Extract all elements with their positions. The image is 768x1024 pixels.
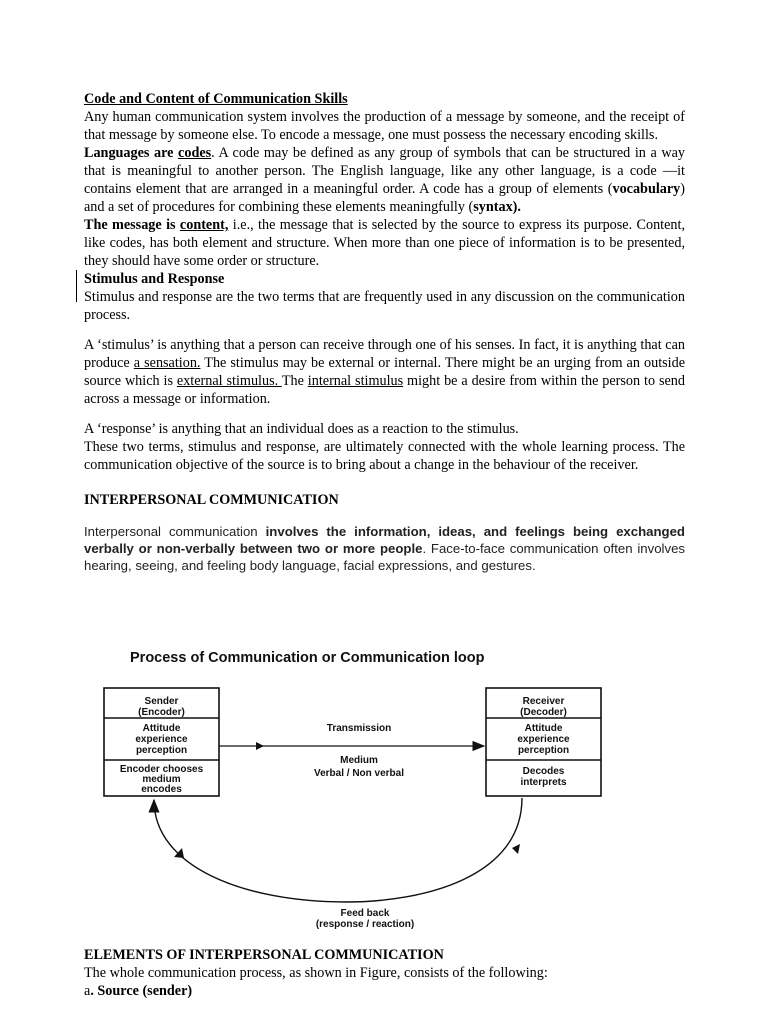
list-item-source: a. Source (sender) bbox=[84, 983, 193, 999]
feedback-sublabel: (response / reaction) bbox=[315, 919, 415, 930]
feedback-loop-arrow bbox=[154, 798, 522, 902]
communication-loop-diagram bbox=[84, 632, 624, 932]
sender-label: Sender bbox=[144, 696, 179, 707]
transmission-label: Transmission bbox=[326, 723, 392, 734]
receiver-interprets: interprets bbox=[520, 777, 567, 788]
section-title-interpersonal: INTERPERSONAL COMMUNICATION bbox=[84, 492, 339, 508]
receiver-decodes: Decodes bbox=[522, 766, 565, 777]
sender-perception: perception bbox=[135, 745, 188, 756]
sender-encoder-chooses: Encoder chooses bbox=[119, 764, 204, 775]
sender-medium: medium bbox=[142, 774, 181, 785]
figure-title: Process of Communication or Communication loop bbox=[130, 650, 485, 666]
paragraph-learning: These two terms, stimulus and response, are ultimately connected with the whole learning process. The communication objective of the source is to bring about a change in the behaviour of the receiver. bbox=[84, 439, 685, 473]
paragraph-stimulus-intro: Stimulus and response are the two terms that are frequently used in any discussion on the communication process. bbox=[84, 289, 685, 323]
feedback-left-arrowhead bbox=[174, 848, 184, 858]
paragraph-stimulus: A ‘stimulus’ is anything that a person can receive through one of his senses. In fact, it is anything that can produce a sensation. The stimulus may be external or internal. There might be an urging from an outside source which is external stimulus. The internal stimulus might be a desire from within the person to send across a message or information. bbox=[84, 337, 685, 407]
receiver-sublabel: (Decoder) bbox=[520, 707, 567, 718]
elements-section bbox=[84, 946, 685, 1000]
revision-bar bbox=[76, 270, 77, 302]
feedback-label: Feed back bbox=[340, 908, 390, 919]
sender-box bbox=[104, 688, 219, 796]
receiver-box bbox=[486, 688, 601, 796]
communication-loop-figure bbox=[84, 632, 624, 932]
paragraph-response: A ‘response’ is anything that an individual does as a reaction to the stimulus. bbox=[84, 421, 519, 437]
sender-experience: experience bbox=[135, 734, 188, 745]
sender-sublabel: (Encoder) bbox=[138, 707, 185, 718]
document-body bbox=[84, 90, 685, 574]
paragraph-intro: Any human communication system involves the production of a message by someone, and the receipt of that message by someone else. To encode a message, one must possess the necessary encoding skills. bbox=[84, 109, 685, 143]
section-title-code-content: Code and Content of Communication Skills bbox=[84, 91, 348, 107]
sender-attitude: Attitude bbox=[142, 723, 181, 734]
paragraph-languages: Languages are codes. A code may be defined as any group of symbols that can be structured in a way that is meaningful to another person. The English language, like any other language, is a code —it contains element that are arranged in a meaningful order. A code has a group of elements (vocabulary) and a set of procedures for combining these elements meaningfully (syntax). bbox=[84, 145, 685, 215]
paragraph-message: The message is content, i.e., the message that is selected by the source to express its purpose. Content, like codes, has both element and structure. When more than one piece of information is to be presented, they should have some order or structure. bbox=[84, 217, 685, 269]
receiver-perception: perception bbox=[517, 745, 570, 756]
section-title-elements: ELEMENTS OF INTERPERSONAL COMMUNICATION bbox=[84, 947, 444, 963]
paragraph-elements: The whole communication process, as shown in Figure, consists of the following: bbox=[84, 965, 548, 981]
feedback-right-arrowhead bbox=[512, 844, 520, 854]
paragraph-interpersonal: Interpersonal communication involves the information, ideas, and feelings being exchanged verbally or non-verbally between two or more people. Face-to-face communication often involves hearing, seeing, and feeling body language, facial expressions, and gestures. bbox=[84, 524, 685, 573]
medium-label: Medium bbox=[340, 755, 378, 766]
sender-encodes: encodes bbox=[141, 784, 182, 795]
receiver-label: Receiver bbox=[522, 696, 565, 707]
transmission-midpoint-arrow bbox=[256, 742, 264, 750]
section-title-stimulus: Stimulus and Response bbox=[84, 271, 225, 287]
medium-type-label: Verbal / Non verbal bbox=[313, 768, 405, 779]
receiver-attitude: Attitude bbox=[524, 723, 563, 734]
receiver-experience: experience bbox=[517, 734, 570, 745]
